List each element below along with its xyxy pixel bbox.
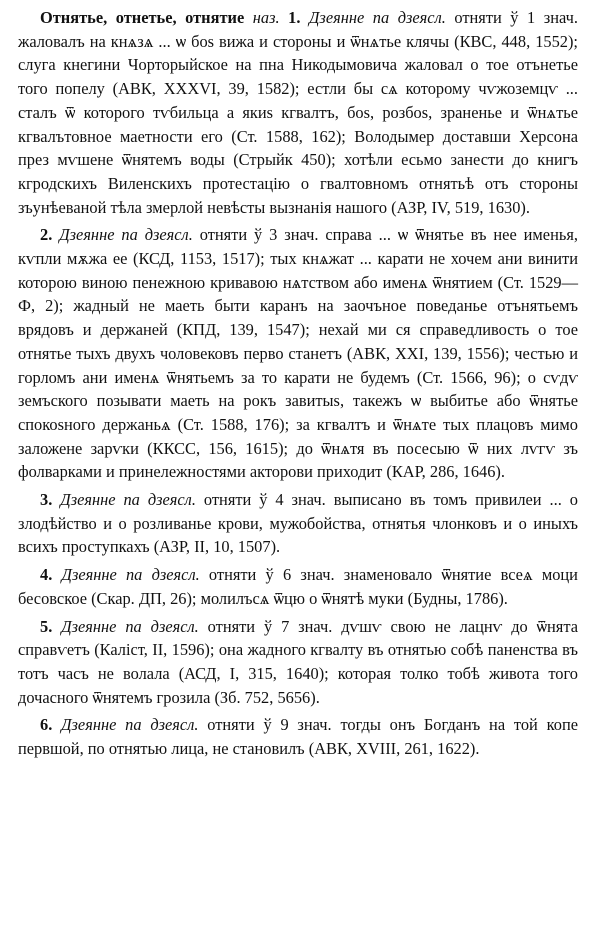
sense-3-paragraph bbox=[18, 488, 578, 559]
sense-4-paragraph bbox=[18, 563, 578, 610]
sense-number: 4. bbox=[40, 565, 53, 585]
sense-citations: тогды онъ Богданъ на той копе первшой, по отнятью лица, не становилъ (АВК, XVIII, 261, 1622). bbox=[18, 715, 578, 759]
sense-reference: отняти ў 9 знач. bbox=[207, 715, 332, 735]
sense-1-paragraph bbox=[18, 6, 578, 219]
sense-number: 1. bbox=[288, 8, 301, 27]
sense-number: 5. bbox=[40, 616, 53, 636]
part-of-speech: наз. bbox=[252, 8, 280, 27]
sense-5-paragraph bbox=[18, 615, 578, 710]
sense-reference: отняти ў 3 знач. bbox=[199, 225, 319, 245]
sense-2-paragraph bbox=[18, 223, 578, 484]
sense-reference: отняти ў 1 знач. bbox=[454, 8, 578, 27]
sense-definition: Дзеянне па дзеясл. bbox=[61, 565, 200, 585]
sense-citations: жаловалъ на кнѧзѧ ... ѡ боs вижа и стороны и ѿнѧтье клячы (КВС, 448, 1552); слуга кнегини Чорторыйское на пна Никодымовича жаловал о тое отънетье того попелу (АВК, XXXVI, 39, 1582); естли бы сѧ которому чѵжоземцѵ ... сталъ ѿ которого тѵбильца а якиs кгвалтъ, боs, розбоs, зраненье и ѿнѧтье кгвалътовное маетности его (Ст. 1588, 162); Володымер доставши Херсона през мѵшене ѿнятемъ воды (Стрыйк 450); хотѣли есьмо занести до книгъ кгродскихъ Виленскихъ протестацію о гвалтовномъ отнятьѣ отъ стороны зъунѣеваной тѣла змерлой невѣсты вызнанія нашого (АЗР, IV, 519, 1630). bbox=[18, 31, 578, 217]
sense-citations: справа ... ѡ ѿнятье въ нее именья, кѵпли мѫжа ее (КСД, 1153, 1517); тых кнѧжат ... карати не хочем ани винити которою виною пенежною кривавою нѧтством або именѧ ѿнятием (Ст. 1529—Ф, 2); жадный не маеть быти каранъ на заочъное поведанье отънятьемъ врядовъ и держаней (КПД, 139, 1547); нехай ми ся справедливость о тое отнятье тыхъ двухъ чоловековъ перво станетъ (АВК, XXI, 139, 1556); честью и горломъ ани именѧ ѿнятьемъ за то карати не будемъ (Ст. 1566, 96); о сѵдѵ земъского позывати маеть на рокъ завитыs, такежъ ѡ выбитье або ѿнятье спокоsного держаньѧ (Ст. 1588, 176); за кгвалтъ и ѿнѧте тых плацовъ мимо заложене зарѵки (ККСС, 156, 1615); до ѿнѧтя въ посесыю ѿ них лѵгѵ зъ фолварками и принележностями акторови приходит (КАР, 286, 1646). bbox=[18, 225, 578, 482]
sense-definition: Дзеянне па дзеясл. bbox=[59, 225, 193, 245]
sense-number: 2. bbox=[40, 225, 53, 245]
sense-reference: отняти ў 4 знач. bbox=[203, 490, 326, 510]
sense-definition: Дзеянне па дзеясл. bbox=[309, 8, 446, 27]
sense-reference: отняти ў 7 знач. bbox=[207, 616, 333, 636]
sense-citations: дѵшѵ свою не лацнѵ до ѿнята справѵетъ (Каліст, II, 1596); она жадного кгвалту въ отнятью собѣ паненства въ тотъ часъ не волала (АСД, I, 315, 1640); которая толко тобѣ живота того дочасного ѿнятемъ грозила (Зб. 752, 5656). bbox=[18, 616, 578, 707]
sense-citations: выписано въ томъ привилеи ... о злодѣйство и о розливанье крови, мужобойства, отнятья члонковъ и о иныхъ всихъ проступкахъ (АЗР, II, 10, 1507). bbox=[18, 490, 578, 557]
sense-reference: отняти ў 6 знач. bbox=[208, 565, 335, 585]
headword: Отнятье, отнетье, отнятие bbox=[40, 8, 245, 27]
sense-definition: Дзеянне па дзеясл. bbox=[61, 715, 199, 735]
sense-citations: знаменовало ѿнятие всеѧ моци бесовское (Скар. ДП, 26); молилъсѧ ѿцю о ѿнятѣ муки (Будны, 1786). bbox=[18, 565, 578, 608]
sense-6-paragraph bbox=[18, 713, 578, 760]
sense-number: 3. bbox=[40, 490, 53, 510]
sense-definition: Дзеянне па дзеясл. bbox=[61, 616, 199, 636]
sense-definition: Дзеянне па дзеясл. bbox=[60, 490, 196, 510]
sense-number: 6. bbox=[40, 715, 53, 735]
